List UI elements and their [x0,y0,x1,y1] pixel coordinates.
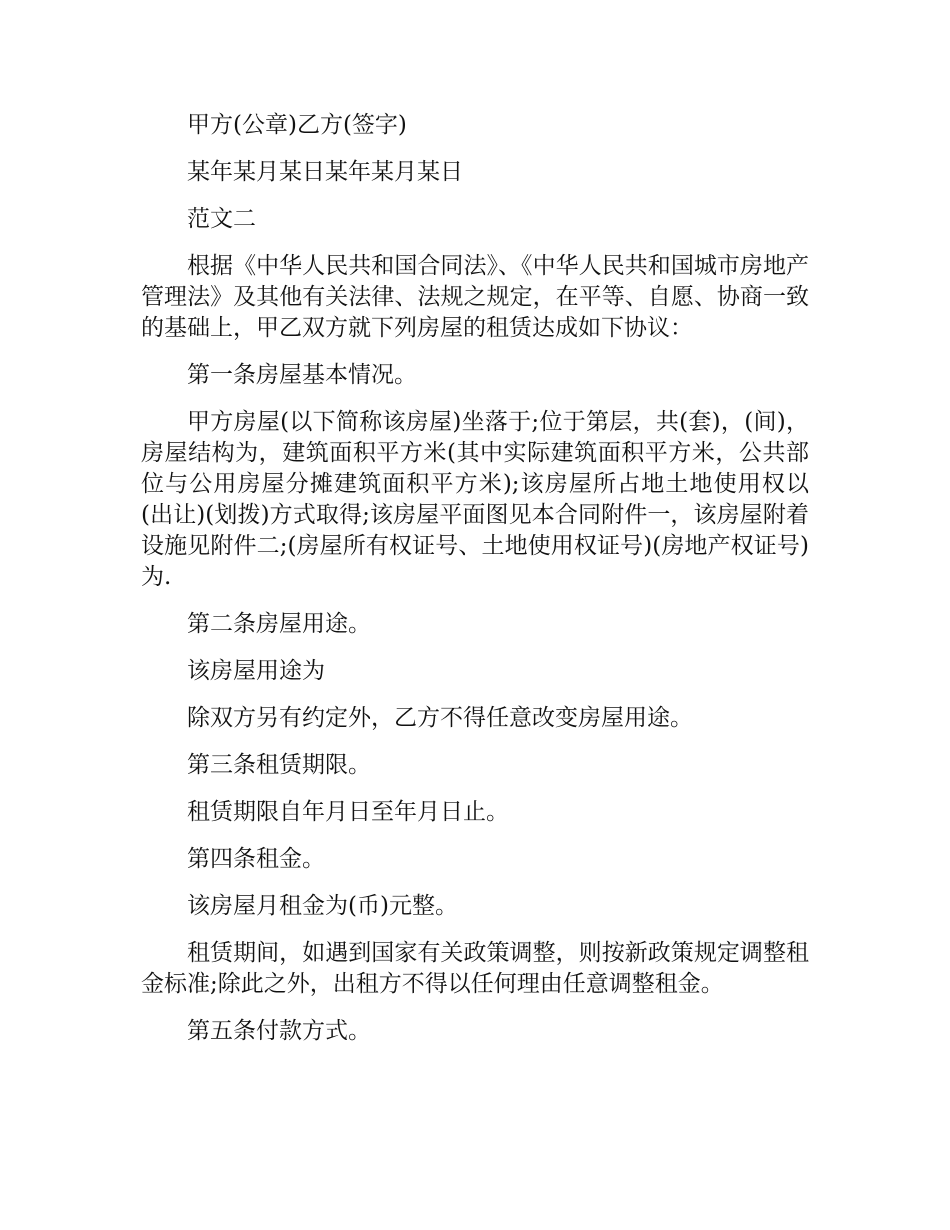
body-paragraph: 该房屋月租金为(币)元整。 [187,893,458,919]
body-paragraph: 除双方另有约定外，乙方不得任意改变房屋用途。 [187,705,693,731]
article-heading: 第一条房屋基本情况。 [187,362,417,388]
article-heading: 第二条房屋用途。 [187,611,371,637]
document-body [141,110,809,1063]
article-heading: 第四条租金。 [187,846,325,872]
signature-line: 甲方(公章)乙方(签字) [187,112,407,138]
body-paragraph: 租赁期限自年月日至年月日止。 [187,799,509,825]
date-line: 某年某月某日某年某月某日 [187,159,463,185]
body-paragraph: 租赁期间，如遇到国家有关政策调整，则按新政策规定调整租金标准;除此之外，出租方不得以任何理由任意调整租金。 [141,940,809,997]
intro-paragraph: 根据《中华人民共和国合同法》、《中华人民共和国城市房地产管理法》及其他有关法律、法规之规定，在平等、自愿、协商一致的基础上，甲乙双方就下列房屋的租赁达成如下协议： [141,253,809,341]
body-paragraph: 该房屋用途为 [187,658,325,684]
article-heading: 第五条付款方式。 [187,1018,371,1044]
section-title: 范文二 [187,206,256,232]
article-heading: 第三条租赁期限。 [187,752,371,778]
body-paragraph: 甲方房屋(以下简称该房屋)坐落于;位于第层，共(套)，(间)，房屋结构为，建筑面积平方米(其中实际建筑面积平方米，公共部位与公用房屋分摊建筑面积平方米);该房屋所占地土地使用权以(出让)(划拨)方式取得;该房屋平面图见本合同附件一，该房屋附着设施见附件二;(房屋所有权证号、土地使用权证号)(房地产权证号)为. [141,409,809,590]
